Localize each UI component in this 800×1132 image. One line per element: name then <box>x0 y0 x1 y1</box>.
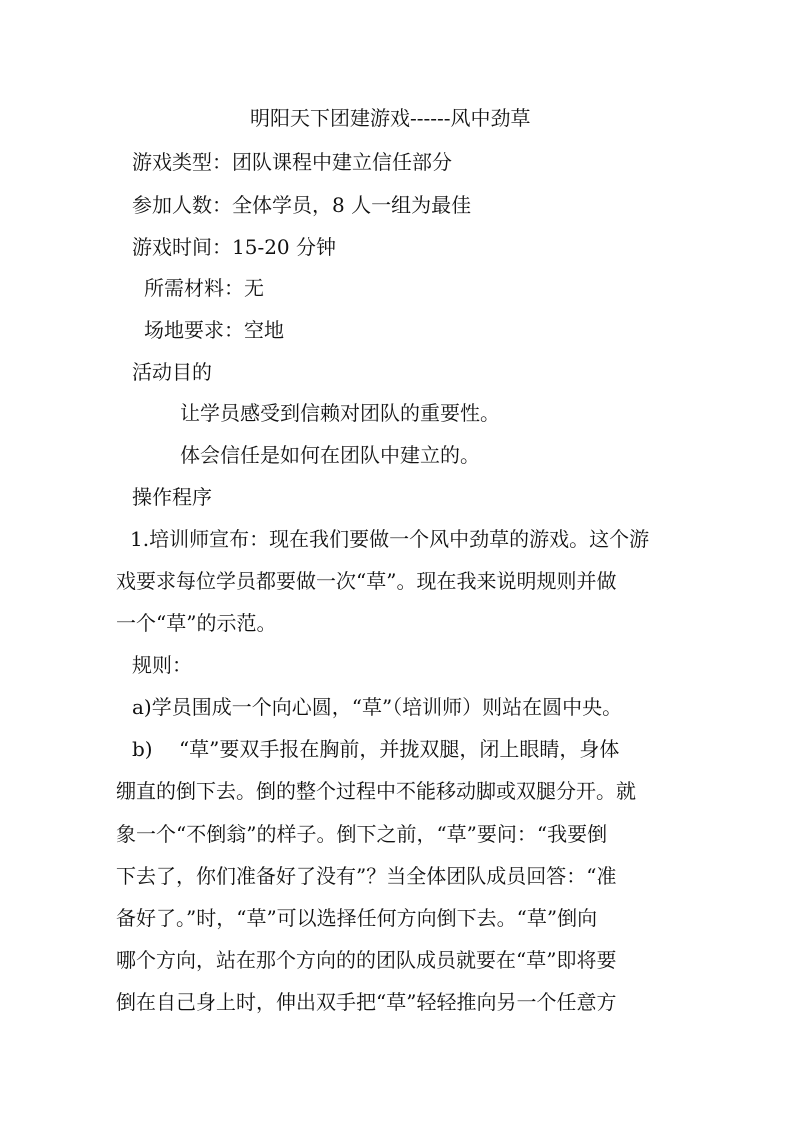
procedure-step1-line: 1.培训师宣布：现在我们要做一个风中劲草的游戏。这个游 <box>130 527 650 551</box>
procedure-heading: 操作程序 <box>132 485 212 509</box>
info-venue: 场地要求：空地 <box>144 318 284 342</box>
rule-b-line: 备好了。”时，“草”可以选择任何方向倒下去。“草”倒向 <box>116 906 598 930</box>
purpose-item: 让学员感受到信赖对团队的重要性。 <box>180 401 500 425</box>
rule-b-line: 下去了，你们准备好了没有”？当全体团队成员回答：“准 <box>116 864 617 888</box>
rule-b-line: 绷直的倒下去。倒的整个过程中不能移动脚或双腿分开。就 <box>116 779 636 803</box>
info-participants: 参加人数：全体学员，8 人一组为最佳 <box>132 193 472 217</box>
document-title: 明阳天下团建游戏------风中劲草 <box>250 106 531 130</box>
info-materials: 所需材料：无 <box>144 276 264 300</box>
rule-b-line: 哪个方向，站在那个方向的的团队成员就要在“草”即将要 <box>116 948 617 972</box>
rule-a: a)学员围成一个向心圆，“草”（培训师）则站在圆中央。 <box>132 695 623 719</box>
rule-b-line: b) “草”要双手报在胸前，并拢双腿，闭上眼睛，身体 <box>132 737 620 761</box>
purpose-heading: 活动目的 <box>132 360 212 384</box>
procedure-step1-line: 一个“草”的示范。 <box>116 611 277 635</box>
info-duration: 游戏时间：15-20 分钟 <box>132 235 337 259</box>
rule-b-line: 象一个“不倒翁”的样子。倒下之前，“草”要问：“我要倒 <box>116 822 608 846</box>
procedure-step1-line: 戏要求每位学员都要做一次“草”。现在我来说明规则并做 <box>116 569 617 593</box>
info-game-type: 游戏类型：团队课程中建立信任部分 <box>132 150 452 174</box>
rule-b-line: 倒在自己身上时，伸出双手把“草”轻轻推向另一个任意方 <box>116 990 617 1014</box>
rules-heading: 规则： <box>132 653 192 677</box>
purpose-item: 体会信任是如何在团队中建立的。 <box>180 443 480 467</box>
